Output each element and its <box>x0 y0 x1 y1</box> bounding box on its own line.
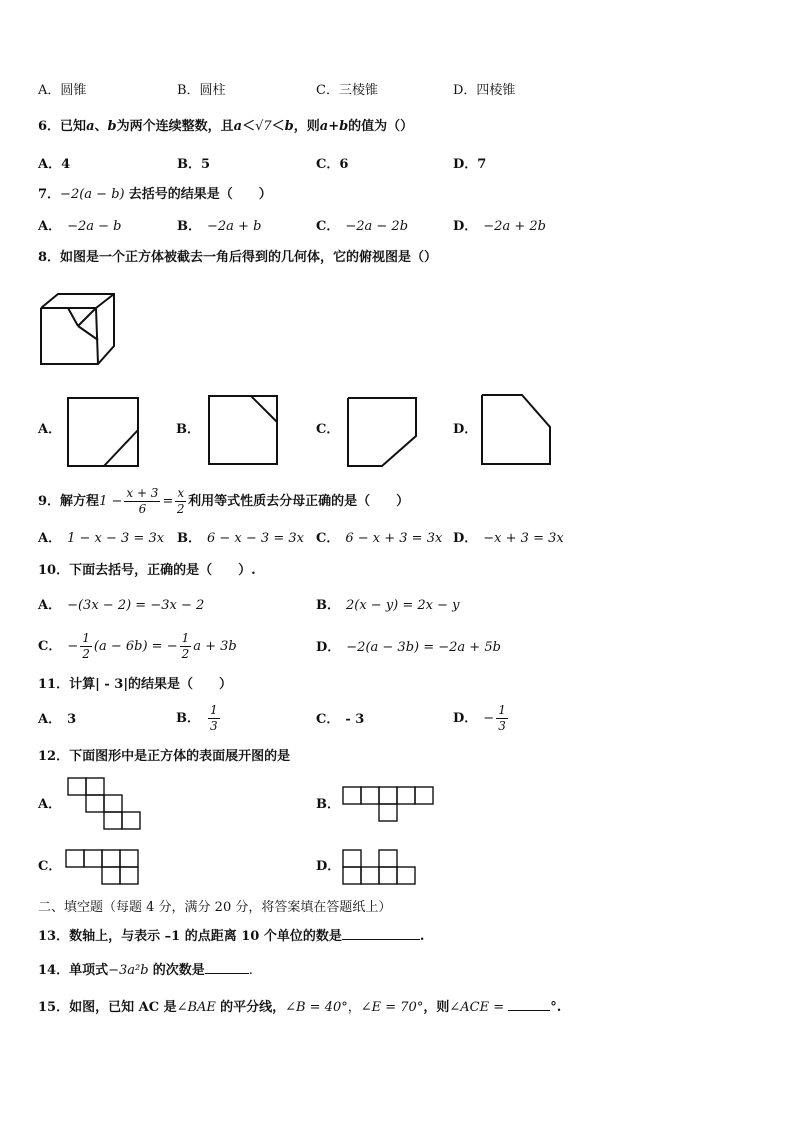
q12-label-c: C． <box>38 859 62 874</box>
q12-label-b: B． <box>316 797 340 812</box>
question-15: 15．如图，已知 AC 是∠BAE 的平分线，∠B = 40°，∠E = 70°，则∠ACE = °. <box>38 1000 562 1015</box>
q10-option-c: C． − $\frac{1}{2}$ (a − 6b) = − $\frac{1}{2}$ a + 3b <box>38 631 237 661</box>
q8-option-c-figure <box>346 396 420 468</box>
sqrt-7: √7 <box>255 119 272 134</box>
q8-option-a-figure <box>66 396 140 468</box>
section-fill-in-blank-heading: 二、填空题（每题 4 分，满分 20 分，将答案填在答题纸上） <box>38 900 392 915</box>
q14-answer-blank[interactable] <box>205 961 249 974</box>
question-10: 10．下面去括号，正确的是（ ）. <box>38 563 256 578</box>
question-14: 14．单项式−3a²b 的次数是 . <box>38 963 253 978</box>
q11-option-a: A． 3 <box>38 712 77 727</box>
q11-option-d: D． − $\frac{1}{3}$ <box>453 703 506 733</box>
question-13: 13．数轴上，与表示 –1 的点距离 10 个单位的数是 . <box>38 929 425 944</box>
q9-option-d: D． −x + 3 = 3x <box>453 531 564 546</box>
q10-option-b: B． 2(x − y) = 2x − y <box>316 598 460 613</box>
q11-option-b: B． $\frac{1}{3}$ <box>176 703 218 733</box>
question-11: 11．计算| - 3|的结果是（ ） <box>38 677 233 692</box>
q5-option-c: C．三棱锥 <box>316 83 378 98</box>
q12-net-a <box>67 777 143 831</box>
question-8: 8．如图是一个正方体被截去一角后得到的几何体，它的俯视图是（） <box>38 250 438 265</box>
question-9: 9．解方程1 − $\frac{x + 3}{6}$ = $\frac{x}{2}$ 利用等式性质去分母正确的是（ ） <box>38 486 410 516</box>
q9-option-a: A． 1 − x − 3 = 3x <box>38 531 165 546</box>
q8-option-d-figure <box>480 393 554 467</box>
q13-answer-blank[interactable] <box>342 927 420 940</box>
cube-cut-corner-figure <box>38 290 118 368</box>
q6-option-c: C．6 <box>316 157 349 172</box>
q12-label-a: A． <box>38 797 62 812</box>
q8-label-b: B． <box>176 422 200 437</box>
q12-net-d <box>342 849 418 885</box>
q11-option-c: C． - 3 <box>316 712 365 727</box>
q15-answer-blank[interactable] <box>508 998 550 1011</box>
q12-net-c <box>65 849 141 885</box>
q7-option-a: A． −2a − b <box>38 219 122 234</box>
q7-option-b: B． −2a + b <box>177 219 262 234</box>
q7-option-c: C． −2a − 2b <box>316 219 409 234</box>
q5-option-b: B．圆柱 <box>177 83 226 98</box>
q8-label-d: D． <box>453 422 478 437</box>
q5-option-d: D．四棱锥 <box>453 83 516 98</box>
question-6: 6．已知a、b为两个连续整数，且a＜√7＜b，则a+b的值为（） <box>38 119 414 134</box>
q7-option-d: D． −2a + 2b <box>453 219 546 234</box>
q10-option-a: A． −(3x − 2) = −3x − 2 <box>38 598 205 613</box>
question-12: 12．下面图形中是正方体的表面展开图的是 <box>38 749 291 764</box>
q9-option-c: C． 6 − x + 3 = 3x <box>316 531 443 546</box>
q6-option-b: B．5 <box>177 157 211 172</box>
q6-option-d: D．7 <box>453 157 487 172</box>
q9-option-b: B． 6 − x − 3 = 3x <box>177 531 304 546</box>
q5-option-a: A．圆锥 <box>38 83 87 98</box>
q6-option-a: A．4 <box>38 157 71 172</box>
q8-option-b-figure <box>207 394 279 466</box>
q12-net-b <box>342 786 436 822</box>
q8-label-a: A． <box>38 422 62 437</box>
q8-label-c: C． <box>316 422 340 437</box>
q10-option-d: D． −2(a − 3b) = −2a + 5b <box>316 640 501 655</box>
q12-label-d: D． <box>316 859 341 874</box>
question-7: 7．−2(a − b) 去括号的结果是（ ） <box>38 187 272 202</box>
